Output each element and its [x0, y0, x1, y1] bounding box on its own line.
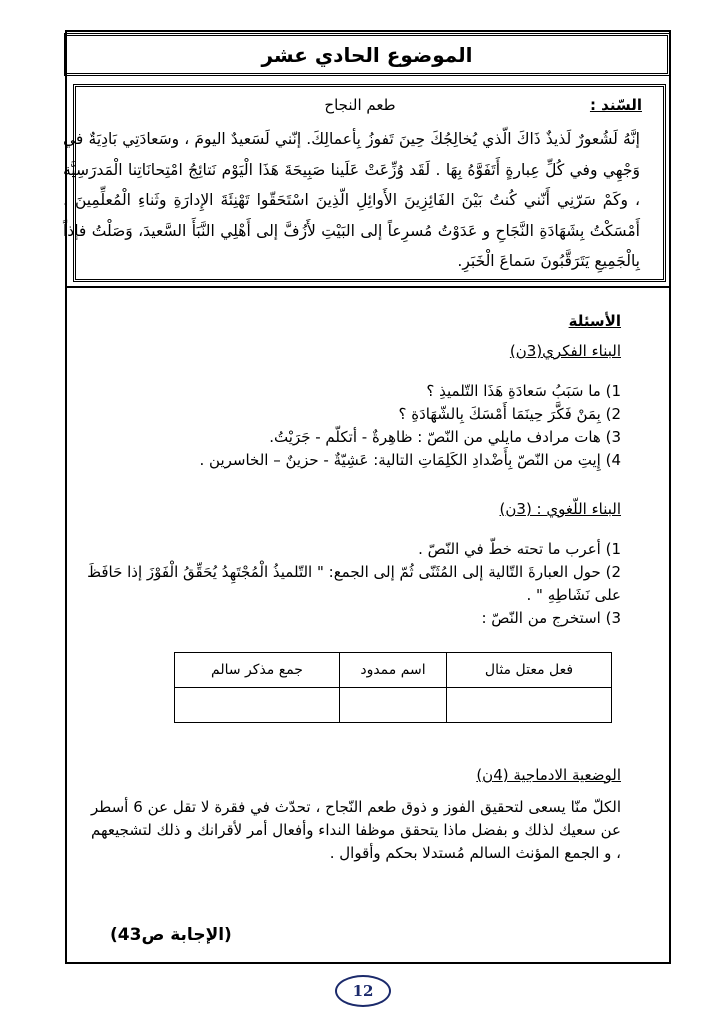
fikri-heading: البناء الفكري(3ن) [509, 342, 621, 360]
page-number: 12 [335, 975, 391, 1007]
list-item: 3) هات مرادف مايلي من النّصّ : ظاهِرةٌ - أتكلّم - جَرَيْتُ. [269, 428, 621, 446]
idmaj-text: الكلّ منّا يسعى لتحقيق الفوز و ذوق طعم النّجاح ، تحدّث في فقرة لا تقل عن 6 أسطر عن سعيك لذلك و بفضل ماذا يتحقق موظفا النداء وأفعال أمر لأقرانك و ذلك لتشجيعهم ، و الجمع المؤنث السالم مُستدلا بحكم وأقوال . [90, 798, 621, 862]
fikri-questions [101, 380, 621, 472]
idmaj-heading: الوضعية الادماجية (4ن) [476, 766, 621, 784]
sanad-title: طعم النجاح [324, 96, 396, 114]
section-divider [65, 286, 671, 288]
list-item: 3) استخرج من النّصّ : [481, 609, 621, 627]
table-cell [340, 688, 447, 723]
table-header: جمع مذكر سالم [175, 653, 340, 688]
table-cell [175, 688, 340, 723]
table-row [175, 653, 612, 688]
questions-title: الأسئلة [568, 312, 621, 330]
answer-reference: (الإجابة ص43) [110, 925, 232, 945]
lughawi-heading: البناء اللّغوي : (3ن) [499, 500, 621, 518]
list-item: 1) أعرب ما تحته خطّ في النّصّ . [418, 540, 621, 558]
list-item: 2) بِمَنْ فَكَّرَ حِينَمَا أَمْسَكَ بِالشّهَادَةِ ؟ [398, 405, 621, 423]
sanad-label: السّند : [589, 96, 642, 114]
sanad-passage: إنَّهُ لَشُعورٌ لَذيذٌ ذَاكَ الّذي يُخالِجُكَ حِينَ تَفوزُ بِأعمالِكَ. إنّني لَسَعيدٌ اليومَ ، وسَعادَتِي بَادِيَةٌ في وَجْهِي وفي كُلِّ عِبارةٍ أَتَفَوَّهُ بِهَا . لَقَد وُزِّعَتْ عَلَينا صَبِيحَةَ هَذَا الْيَوْم نَتائِجُ امْتِحانَاتِنا الْمَدرَسِيَّة ، وكَمْ سَرّنِي أَنّني كُنتُ بَيْنَ الفَائِزِينَ الأَوائِلِ الّذِينَ اسْتَحَقّوا تَهْنِئَةَ الإِدارَةِ وثَناءِ الْمُعلِّمِينَ . أَمْسَكْتُ بِشَهَادَةِ النَّجَاحِ و عَدَوْتُ مُسرِعاً إلى البَيْتِ لأَزُفَّ إلى أَهْلِي النَّبَأَ السَّعيدَ، وَصَلْتُ فإذاً بِالْجَمِيعِ يَتَرَقَّبُونَ سَماعَ الْخَبَرِ. [63, 130, 640, 270]
table-cell [447, 688, 612, 723]
table-row [175, 688, 612, 723]
lughawi-questions [81, 538, 621, 630]
list-item: 4) إِيتِ من النّصّ بِأَضْدادِ الكَلِمَاتِ التالية: عَشِيّةٌ - حزينٌ – الخاسرين . [199, 451, 621, 469]
extraction-table [174, 652, 612, 723]
list-item: 1) ما سَبَبُ سَعادَةِ هَذَا التّلميذِ ؟ [426, 382, 621, 400]
list-item: 2) حول العبارةَ التّالية إلى المُثَنّى ثُمّ إلى الجمع: " التّلميذُ الْمُجْتَهِدُ يُحَقِّقُ الْفَوْزَ إذا حَافَظَ على نَشَاطِهِ " . [87, 563, 621, 604]
table-header: فعل معتل مثال [447, 653, 612, 688]
page-title: الموضوع الحادي عشر [64, 33, 670, 76]
table-header: اسم ممدود [340, 653, 447, 688]
